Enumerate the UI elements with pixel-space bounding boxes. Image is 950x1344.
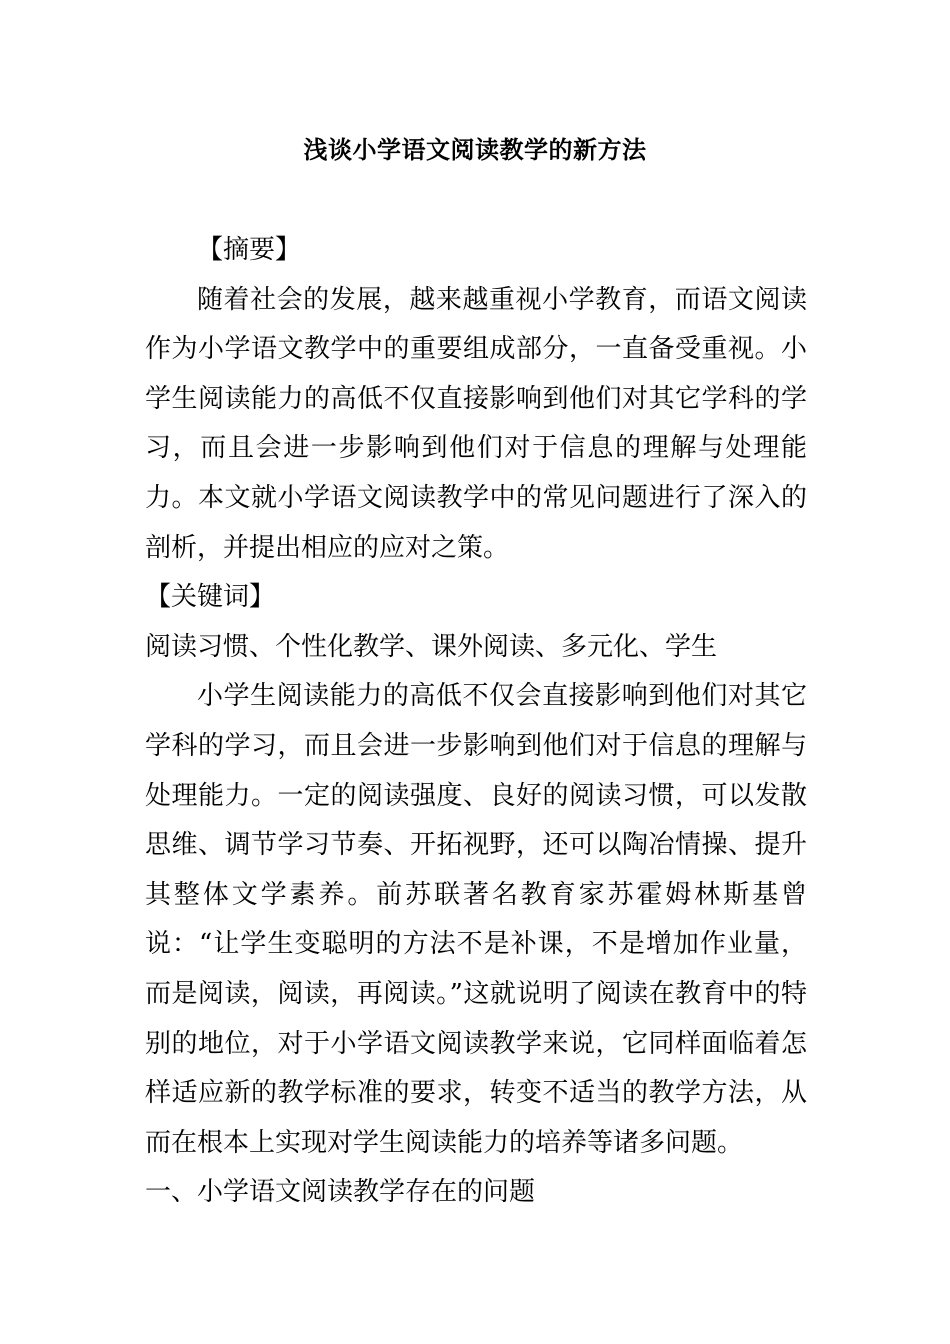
section-heading: 一、小学语文阅读教学存在的问题 (145, 1177, 536, 1208)
abstract-paragraph: 随着社会的发展，越来越重视小学教育，而语文阅读作为小学语文教学中的重要组成部分，一直备受重视。小学生阅读能力的高低不仅直接影响到他们对其它学科的学习，而且会进一步影响到他们对于信息的理解与处理能力。本文就小学语文阅读教学中的常见问题进行了深入的剖析，并提出相应的应对之策。 (145, 284, 807, 563)
document-body (145, 226, 807, 1218)
document-title: 浅谈小学语文阅读教学的新方法 (303, 135, 647, 164)
keywords-label: 【关键词】 (145, 582, 276, 613)
intro-paragraph: 小学生阅读能力的高低不仅会直接影响到他们对其它学科的学习，而且会进一步影响到他们对于信息的理解与处理能力。一定的阅读强度、良好的阅读习惯，可以发散思维、调节学习节奏、开拓视野，还可以陶冶情操、提升其整体文学素养。前苏联著名教育家苏霍姆林斯基曾说：“让学生变聪明的方法不是补课，不是增加作业量，而是阅读，阅读，再阅读。”这就说明了阅读在教育中的特别的地位，对于小学语文阅读教学来说，它同样面临着怎样适应新的教学标准的要求，转变不适当的教学方法，从而在根本上实现对学生阅读能力的培养等诸多问题。 (145, 681, 807, 1158)
keywords-list: 阅读习惯、个性化教学、课外阅读、多元化、学生 (145, 631, 718, 662)
abstract-label: 【摘要】 (197, 235, 302, 265)
